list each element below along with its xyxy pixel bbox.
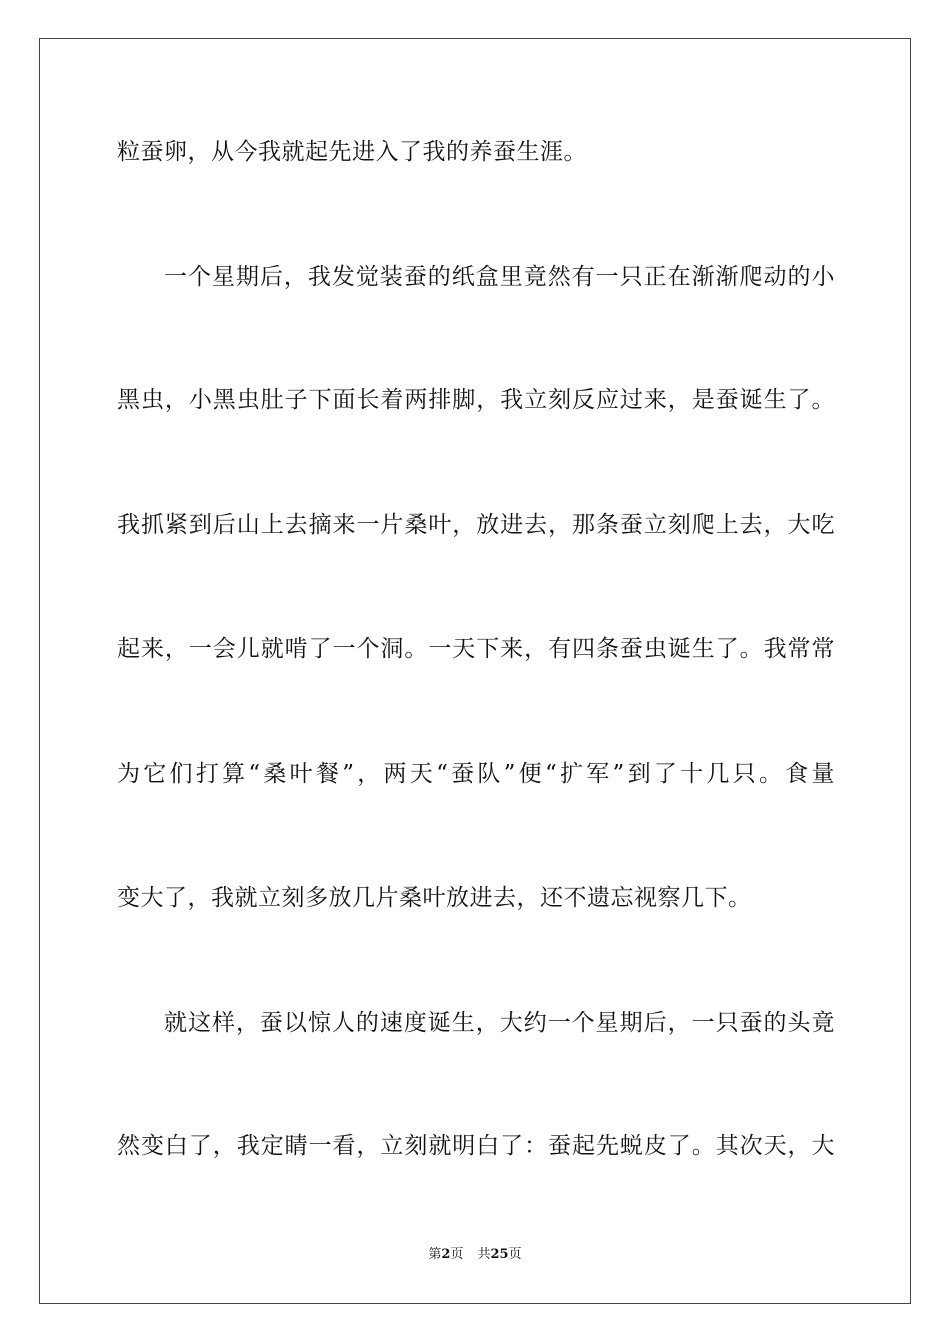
- paragraph-line-3: 黑虫，小黑虫肚子下面长着两排脚，我立刻反应过来，是蚕诞生了。: [117, 387, 835, 413]
- page-footer: [0, 1246, 950, 1264]
- page-number: 2: [441, 1247, 451, 1262]
- paragraph-line-5: 起来，一会儿就啃了一个洞。一天下来，有四条蚕虫诞生了。我常常: [117, 636, 835, 662]
- total-prefix: 共: [477, 1247, 491, 1262]
- paragraph-line-8: 就这样，蚕以惊人的速度诞生，大约一个星期后，一只蚕的头竟: [164, 1010, 835, 1036]
- page-prefix: 第: [428, 1247, 442, 1262]
- paragraph-line-9: 然变白了，我定睛一看，立刻就明白了：蚕起先蜕皮了。其次天，大: [117, 1133, 835, 1159]
- paragraph-line-2: 一个星期后，我发觉装蚕的纸盒里竟然有一只正在渐渐爬动的小: [164, 264, 835, 290]
- total-pages: 25: [490, 1247, 509, 1262]
- paragraph-line-6: 为它们打算“桑叶餐”，两天“蚕队”便“扩军”到了十几只。食量: [117, 761, 835, 787]
- paragraph-line-4: 我抓紧到后山上去摘来一片桑叶，放进去，那条蚕立刻爬上去，大吃: [117, 512, 835, 538]
- paragraph-line-1: 粒蚕卵，从今我就起先进入了我的养蚕生涯。: [117, 139, 587, 165]
- page-border: [39, 38, 911, 1304]
- page-suffix: 页: [450, 1247, 464, 1262]
- paragraph-line-7: 变大了，我就立刻多放几片桑叶放进去，还不遗忘视察几下。: [117, 885, 752, 911]
- total-suffix: 页: [508, 1247, 522, 1262]
